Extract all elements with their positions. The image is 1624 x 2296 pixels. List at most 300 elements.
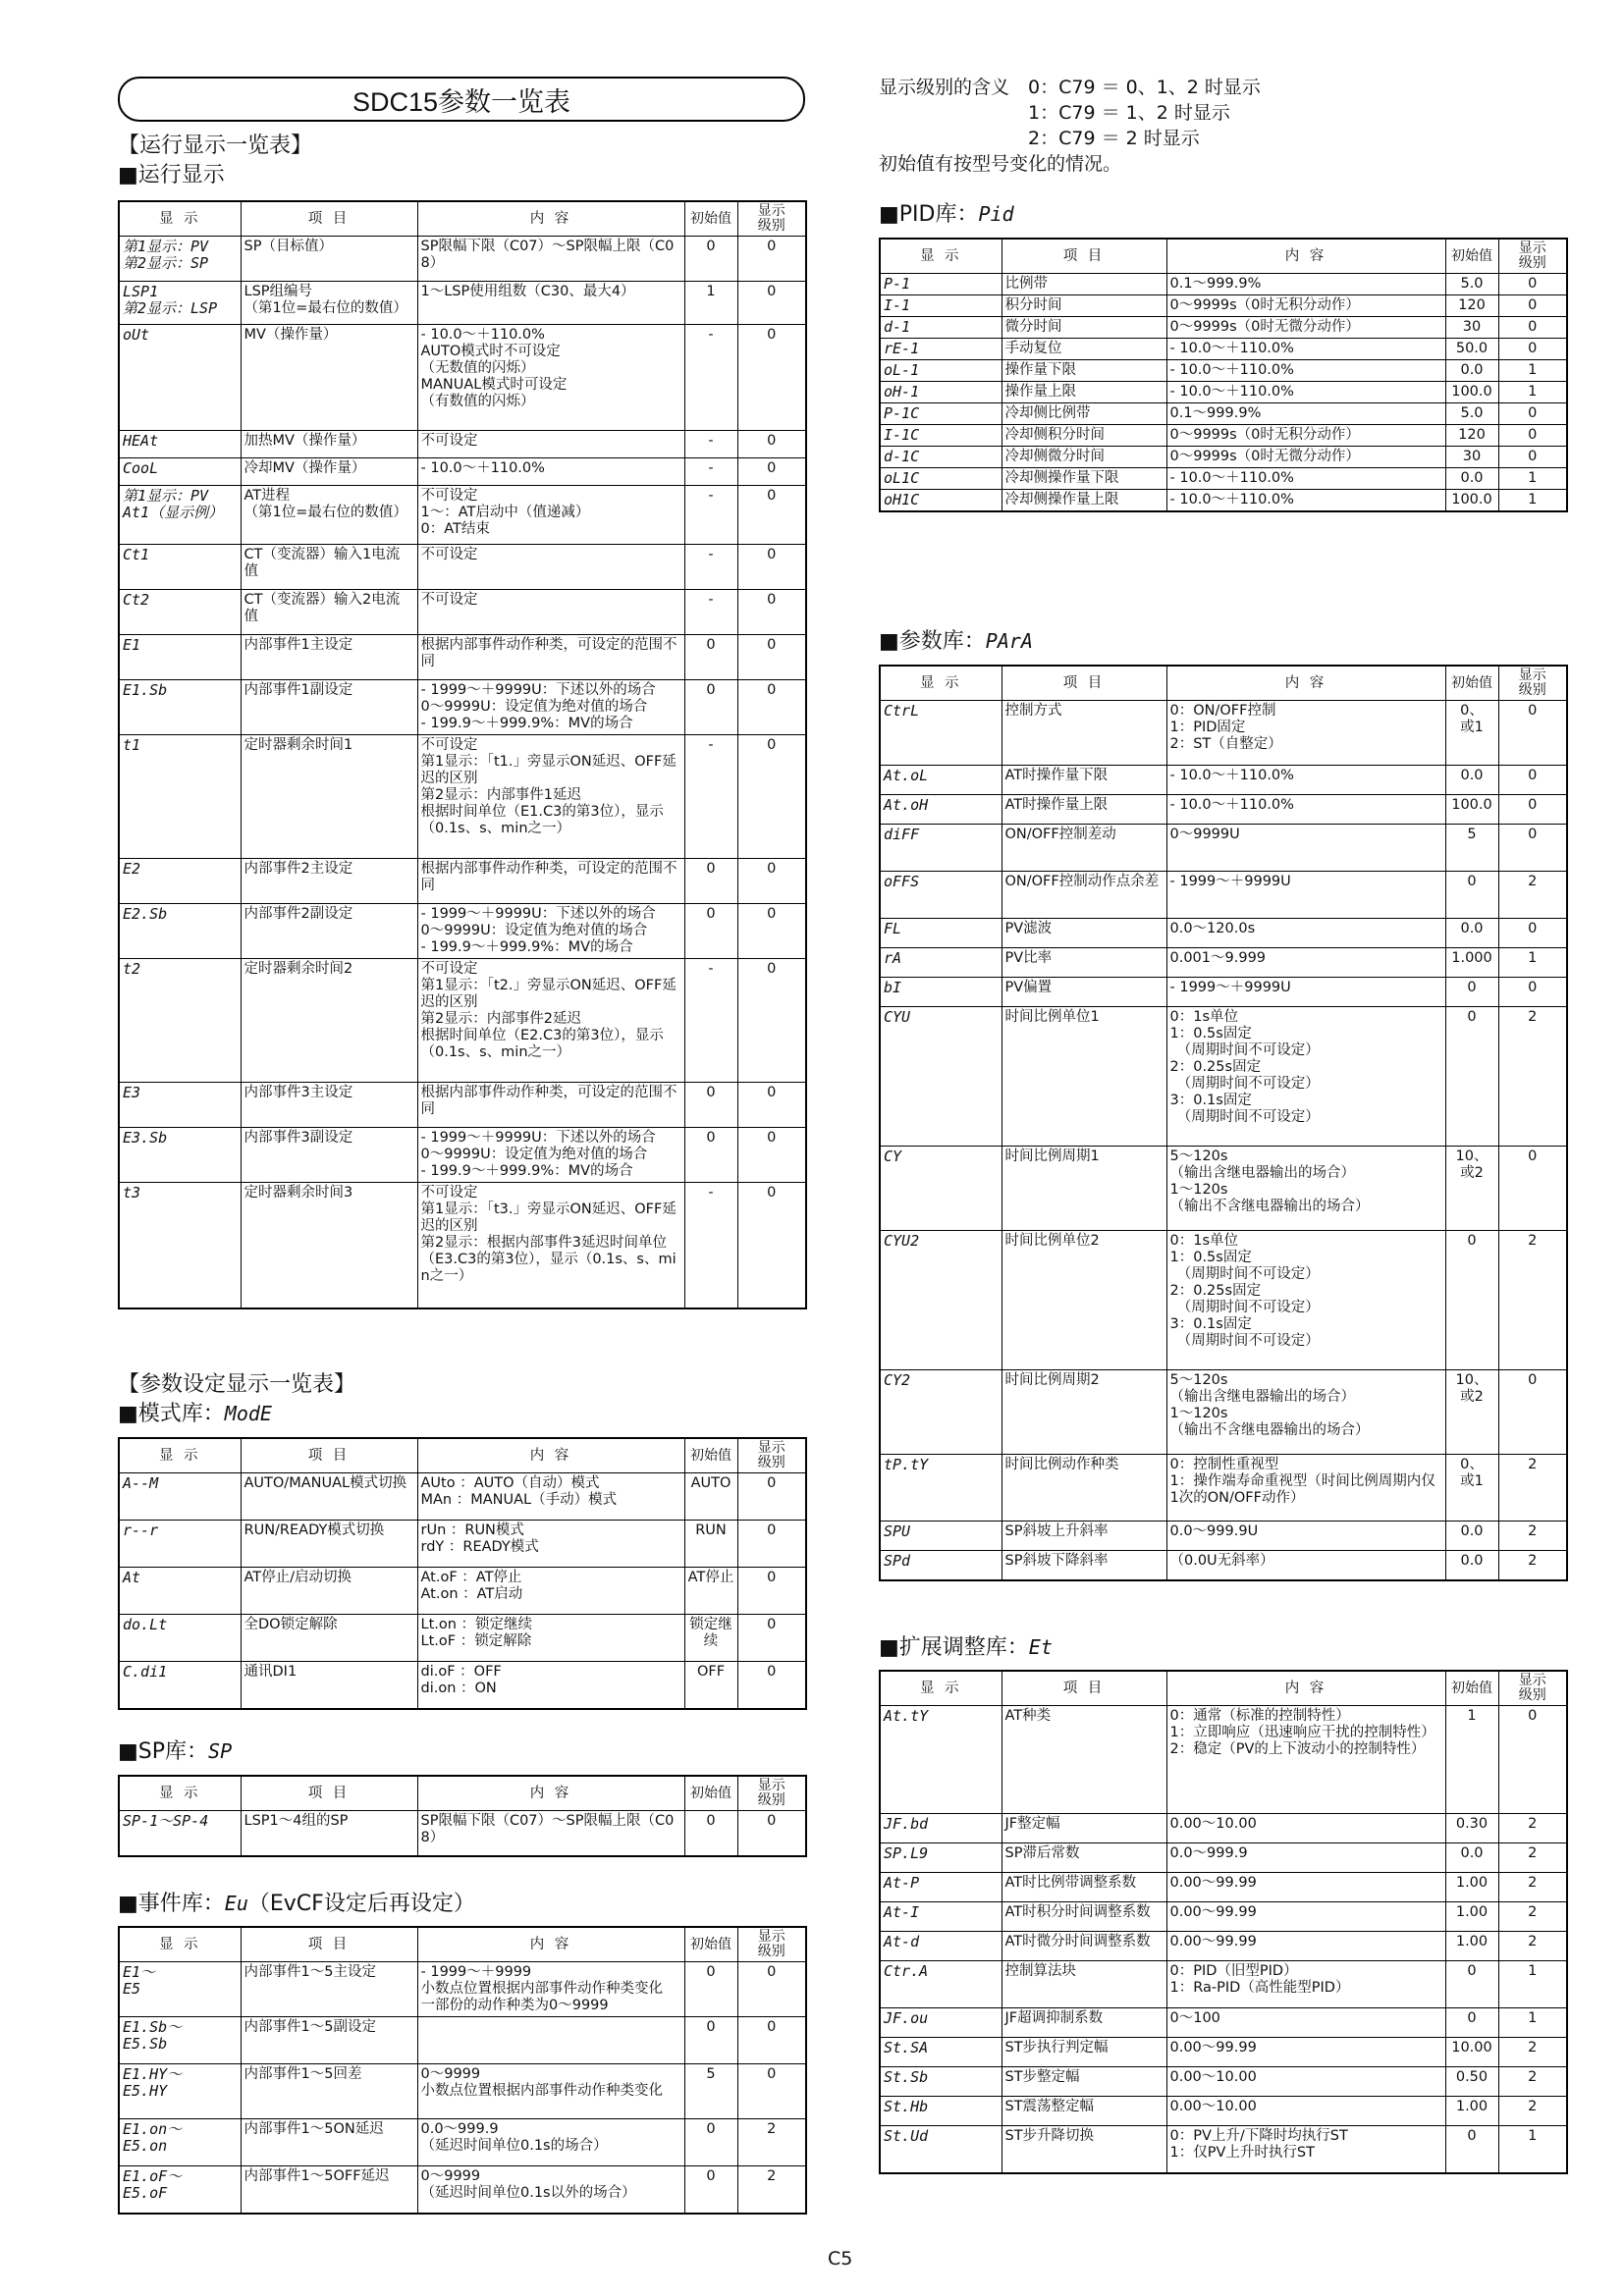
header-item: 项 目: [241, 1776, 417, 1811]
cell-content: 0.00～99.99: [1166, 1902, 1445, 1932]
cell-initial: 0: [1445, 1231, 1498, 1370]
cell-display: St.SA: [880, 2038, 1001, 2067]
table-row: [119, 458, 806, 486]
header-level: 显示 级别: [1498, 666, 1567, 701]
header-level: 显示 级别: [1498, 239, 1567, 274]
cell-display: FL: [880, 919, 1001, 948]
cell-item: AT停止/启动切换: [241, 1568, 417, 1615]
cell-initial: 0: [1445, 2008, 1498, 2038]
cell-display: t2: [119, 959, 241, 1083]
table-row: [119, 680, 806, 735]
cell-level: 2: [1498, 1843, 1567, 1873]
cell-display: Ctr.A: [880, 1961, 1001, 2008]
cell-item: ST震荡整定幅: [1001, 2097, 1166, 2126]
cell-level: 1: [1498, 360, 1567, 382]
cell-item: 时间比例单位2: [1001, 1231, 1166, 1370]
event-section-heading: [118, 1891, 475, 1917]
header-row: [880, 1671, 1567, 1706]
cell-content: - 1999～＋9999U：下述以外的场合 0～9999U：设定值为绝对值的场合 - 199.9～＋999.9%：MV的场合: [417, 904, 684, 959]
cell-initial: -: [684, 590, 737, 635]
table-row: [119, 859, 806, 904]
cell-level: 0: [737, 282, 806, 325]
mode-heading-code: ModE: [224, 1402, 272, 1425]
cell-content: - 10.0～＋110.0%: [1166, 490, 1445, 512]
cell-content: - 10.0～＋110.0%: [1166, 382, 1445, 403]
cell-initial: 1: [1445, 1706, 1498, 1814]
header-level: 显示 级别: [737, 1776, 806, 1811]
table-row: [880, 919, 1567, 948]
cell-display: 第1显示：PV 第2显示：SP: [119, 237, 241, 282]
cell-item: 冷却侧积分时间: [1001, 425, 1166, 447]
ext-heading-label: ■扩展调整库：: [879, 1635, 1029, 1660]
cell-level: 0: [737, 545, 806, 590]
header-row: [880, 666, 1567, 701]
table-row: [119, 486, 806, 545]
table-row: [119, 237, 806, 282]
mode-section-heading: [118, 1401, 272, 1427]
cell-item: MV（操作量）: [241, 325, 417, 431]
cell-item: JF整定幅: [1001, 1814, 1166, 1843]
cell-content: 不可设定 第1显示：「t3.」旁显示ON延迟、OFF延迟的区别 第2显示：根据内部事件3延迟时间单位（E3.C3的第3位），显示（0.1s、s、min之一）: [417, 1183, 684, 1308]
cell-display: SPU: [880, 1522, 1001, 1551]
header-item: 项 目: [1001, 666, 1166, 701]
pid-heading-code: Pid: [978, 202, 1014, 226]
cell-content: rUn ：RUN模式 rdY ：READY模式: [417, 1521, 684, 1568]
cell-item: 内部事件3主设定: [241, 1083, 417, 1128]
cell-display: C.di1: [119, 1662, 241, 1709]
cell-level: 1: [1498, 1961, 1567, 2008]
table-row: [880, 2126, 1567, 2173]
cell-level: 2: [1498, 1932, 1567, 1961]
cell-content: 0～9999 小数点位置根据内部事件动作种类变化: [417, 2064, 684, 2119]
table-row: [880, 978, 1567, 1007]
cell-display: oL-1: [880, 360, 1001, 382]
sp-heading-label: ■SP库：: [118, 1739, 209, 1764]
cell-content: - 1999～＋9999 小数点位置根据内部事件动作种类变化 一部份的动作种类为0～9999: [417, 1962, 684, 2017]
cell-level: 2: [1498, 2097, 1567, 2126]
cell-content: 不可设定: [417, 590, 684, 635]
table-row: [880, 2097, 1567, 2126]
cell-initial: 1.00: [1445, 2097, 1498, 2126]
cell-display: oFFS: [880, 872, 1001, 919]
cell-item: SP滞后常数: [1001, 1843, 1166, 1873]
run-list-heading: 【运行显示一览表】: [118, 133, 313, 158]
cell-content: 0.0～999.9U: [1166, 1522, 1445, 1551]
cell-display: diFF: [880, 825, 1001, 872]
cell-display: P-1: [880, 274, 1001, 295]
cell-content: 不可设定 第1显示：「t2.」旁显示ON延迟、OFF延迟的区别 第2显示：内部事件2延迟 根据时间单位（E2.C3的第3位），显示（0.1s、s、min之一）: [417, 959, 684, 1083]
para-table: [879, 665, 1568, 1581]
cell-content: 不可设定: [417, 431, 684, 458]
header-display: 显 示: [119, 1927, 241, 1962]
cell-initial: 0: [684, 859, 737, 904]
table-row: [880, 2067, 1567, 2097]
cell-level: 0: [1498, 274, 1567, 295]
cell-initial: 100.0: [1445, 382, 1498, 403]
cell-initial: 1.00: [1445, 1902, 1498, 1932]
cell-initial: AUTO: [684, 1473, 737, 1521]
cell-display: I-1C: [880, 425, 1001, 447]
cell-level: 1: [1498, 2126, 1567, 2173]
cell-initial: 0: [684, 904, 737, 959]
cell-display: SPd: [880, 1551, 1001, 1580]
cell-initial: 10、 或2: [1445, 1370, 1498, 1455]
cell-initial: -: [684, 545, 737, 590]
cell-initial: 0.30: [1445, 1814, 1498, 1843]
cell-initial: 0.0: [1445, 1843, 1498, 1873]
cell-content: 0.1～999.9%: [1166, 403, 1445, 425]
table-row: [880, 1522, 1567, 1551]
cell-level: 2: [1498, 1231, 1567, 1370]
cell-content: 0～9999U: [1166, 825, 1445, 872]
cell-content: 0：控制性重视型 1：操作端寿命重视型（时间比例周期内仅1次的ON/OFF动作）: [1166, 1455, 1445, 1522]
cell-initial: 1.00: [1445, 1873, 1498, 1902]
cell-display: At.oH: [880, 795, 1001, 825]
cell-content: - 10.0～＋110.0% AUTO模式时不可设定 （无数值的闪烁） MANUAL模式时可设定 （有数值的闪烁）: [417, 325, 684, 431]
cell-display: At.oL: [880, 766, 1001, 795]
cell-item: ON/OFF控制动作点余差: [1001, 872, 1166, 919]
cell-level: 0: [1498, 919, 1567, 948]
ext-table: [879, 1670, 1568, 2174]
cell-content: 0：1s单位 1：0.5s固定 （周期时间不可设定） 2：0.25s固定 （周期时间不可设定） 3：0.1s固定 （周期时间不可设定）: [1166, 1007, 1445, 1147]
cell-content: 5～120s （输出含继电器输出的场合） 1～120s （输出不含继电器输出的场合）: [1166, 1370, 1445, 1455]
cell-item: ST步整定幅: [1001, 2067, 1166, 2097]
cell-level: 0: [737, 959, 806, 1083]
cell-display: Ct1: [119, 545, 241, 590]
cell-display: t3: [119, 1183, 241, 1308]
cell-display: tP.tY: [880, 1455, 1001, 1522]
header-content: 内 容: [1166, 239, 1445, 274]
cell-display: At-d: [880, 1932, 1001, 1961]
cell-display: d-1C: [880, 447, 1001, 468]
cell-content: 根据内部事件动作种类，可设定的范围不同: [417, 635, 684, 680]
header-initial: 初始值: [684, 1438, 737, 1473]
cell-display: rA: [880, 948, 1001, 978]
cell-level: 0: [737, 590, 806, 635]
cell-initial: 30: [1445, 447, 1498, 468]
table-row: [880, 1932, 1567, 1961]
header-level: 显示 级别: [1498, 1671, 1567, 1706]
cell-level: 2: [1498, 1814, 1567, 1843]
table-row: [119, 1083, 806, 1128]
cell-item: 控制算法块: [1001, 1961, 1166, 2008]
cell-initial: 50.0: [1445, 339, 1498, 360]
sp-section-heading: [118, 1738, 232, 1765]
table-row: [119, 1521, 806, 1568]
header-display: 显 示: [119, 1776, 241, 1811]
cell-initial: 0: [684, 2119, 737, 2166]
cell-content: SP限幅下限（C07）～SP限幅上限（C08）: [417, 237, 684, 282]
cell-item: PV偏置: [1001, 978, 1166, 1007]
cell-item: ST步升降切换: [1001, 2126, 1166, 2173]
cell-level: 2: [1498, 1007, 1567, 1147]
cell-content: 0～9999s（0时无微分动作）: [1166, 317, 1445, 339]
header-initial: 初始值: [684, 1776, 737, 1811]
table-row: [880, 403, 1567, 425]
cell-initial: 0: [684, 1811, 737, 1856]
cell-display: Ct2: [119, 590, 241, 635]
cell-initial: OFF: [684, 1662, 737, 1709]
cell-content: 0：1s单位 1：0.5s固定 （周期时间不可设定） 2：0.25s固定 （周期时间不可设定） 3：0.1s固定 （周期时间不可设定）: [1166, 1231, 1445, 1370]
table-row: [880, 1902, 1567, 1932]
cell-item: AT时操作量上限: [1001, 795, 1166, 825]
cell-display: E1.Sb～ E5.Sb: [119, 2017, 241, 2064]
cell-level: 0: [737, 1083, 806, 1128]
table-row: [119, 1662, 806, 1709]
cell-content: SP限幅下限（C07）～SP限幅上限（C08）: [417, 1811, 684, 1856]
cell-level: 1: [1498, 490, 1567, 512]
header-initial: 初始值: [684, 1927, 737, 1962]
ext-section-heading: [879, 1634, 1053, 1661]
page-title: SDC15参数一览表: [118, 77, 805, 122]
cell-initial: 0.0: [1445, 468, 1498, 490]
cell-display: At.tY: [880, 1706, 1001, 1814]
cell-content: 0～9999s（0时无积分动作）: [1166, 295, 1445, 317]
cell-item: ST步执行判定幅: [1001, 2038, 1166, 2067]
cell-initial: 0: [684, 1128, 737, 1183]
cell-initial: 0: [684, 2166, 737, 2214]
cell-level: 0: [737, 2064, 806, 2119]
cell-initial: 5.0: [1445, 403, 1498, 425]
cell-item: AT种类: [1001, 1706, 1166, 1814]
cell-display: oH-1: [880, 382, 1001, 403]
cell-level: 0: [737, 458, 806, 486]
table-row: [880, 766, 1567, 795]
cell-initial: 0: [684, 2017, 737, 2064]
cell-display: r--r: [119, 1521, 241, 1568]
cell-initial: 0: [1445, 1961, 1498, 2008]
cell-display: CooL: [119, 458, 241, 486]
table-row: [119, 2017, 806, 2064]
cell-initial: 0: [684, 237, 737, 282]
cell-item: 内部事件3副设定: [241, 1128, 417, 1183]
event-heading-code: Eu: [224, 1892, 248, 1915]
cell-item: 操作量下限: [1001, 360, 1166, 382]
table-row: [119, 325, 806, 431]
cell-content: 0.001～9.999: [1166, 948, 1445, 978]
cell-item: JF超调抑制系数: [1001, 2008, 1166, 2038]
cell-display: JF.bd: [880, 1814, 1001, 1843]
header-item: 项 目: [241, 201, 417, 237]
event-heading-label: ■事件库：: [118, 1892, 225, 1916]
table-row: [880, 2038, 1567, 2067]
header-content: 内 容: [417, 201, 684, 237]
table-row: [119, 282, 806, 325]
header-content: 内 容: [417, 1438, 684, 1473]
cell-level: 0: [737, 237, 806, 282]
cell-display: P-1C: [880, 403, 1001, 425]
cell-level: 0: [1498, 1370, 1567, 1455]
cell-content: 5～120s （输出含继电器输出的场合） 1～120s （输出不含继电器输出的场合）: [1166, 1147, 1445, 1231]
cell-level: 0: [1498, 447, 1567, 468]
cell-display: d-1: [880, 317, 1001, 339]
cell-item: 加热MV（操作量）: [241, 431, 417, 458]
cell-level: 0: [1498, 825, 1567, 872]
cell-item: SP斜坡上升斜率: [1001, 1522, 1166, 1551]
cell-item: 内部事件1～5ON延迟: [241, 2119, 417, 2166]
mode-table: [118, 1437, 807, 1710]
cell-level: 0: [1498, 317, 1567, 339]
table-row: [880, 490, 1567, 512]
cell-content: - 10.0～＋110.0%: [1166, 339, 1445, 360]
table-row: [119, 1183, 806, 1308]
cell-content: 0.0～999.9: [1166, 1843, 1445, 1873]
cell-initial: RUN: [684, 1521, 737, 1568]
cell-level: 0: [737, 1615, 806, 1662]
cell-display: E3.Sb: [119, 1128, 241, 1183]
table-row: [119, 1811, 806, 1856]
cell-initial: -: [684, 1183, 737, 1308]
cell-initial: -: [684, 959, 737, 1083]
cell-display: t1: [119, 735, 241, 859]
cell-level: 0: [1498, 701, 1567, 766]
table-row: [880, 1370, 1567, 1455]
table-row: [880, 1231, 1567, 1370]
cell-display: E1～ E5: [119, 1962, 241, 2017]
cell-item: 定时器剩余时间2: [241, 959, 417, 1083]
table-row: [119, 2064, 806, 2119]
cell-content: - 10.0～＋110.0%: [1166, 795, 1445, 825]
cell-content: 根据内部事件动作种类，可设定的范围不同: [417, 859, 684, 904]
header-display: 显 示: [880, 666, 1001, 701]
cell-content: 1～LSP使用组数（C30、最大4）: [417, 282, 684, 325]
cell-content: 0.00～10.00: [1166, 2067, 1445, 2097]
cell-initial: 1: [684, 282, 737, 325]
para-section-heading: [879, 628, 1033, 655]
cell-content: - 1999～＋9999U：下述以外的场合 0～9999U：设定值为绝对值的场合 - 199.9～＋999.9%：MV的场合: [417, 680, 684, 735]
cell-content: - 10.0～＋110.0%: [1166, 766, 1445, 795]
cell-initial: 0: [1445, 2126, 1498, 2173]
cell-initial: 0、 或1: [1445, 1455, 1498, 1522]
header-row: [119, 1776, 806, 1811]
run-section-heading: ■运行显示: [118, 163, 225, 187]
table-row: [119, 1615, 806, 1662]
cell-display: E3: [119, 1083, 241, 1128]
cell-item: SP（目标值）: [241, 237, 417, 282]
header-display: 显 示: [880, 239, 1001, 274]
cell-initial: 120: [1445, 295, 1498, 317]
cell-item: AUTO/MANUAL模式切换: [241, 1473, 417, 1521]
cell-level: 0: [737, 1183, 806, 1308]
cell-initial: 0: [684, 680, 737, 735]
cell-level: 1: [1498, 382, 1567, 403]
cell-level: 2: [1498, 1902, 1567, 1932]
header-content: 内 容: [1166, 666, 1445, 701]
header-content: 内 容: [417, 1927, 684, 1962]
cell-content: 0～9999s（0时无积分动作）: [1166, 425, 1445, 447]
cell-display: E2.Sb: [119, 904, 241, 959]
cell-initial: 100.0: [1445, 490, 1498, 512]
table-row: [880, 447, 1567, 468]
table-row: [119, 635, 806, 680]
cell-content: - 10.0～＋110.0%: [417, 458, 684, 486]
header-initial: 初始值: [684, 201, 737, 237]
table-row: [880, 1843, 1567, 1873]
cell-level: 0: [1498, 978, 1567, 1007]
header-initial: 初始值: [1445, 1671, 1498, 1706]
para-heading-label: ■参数库：: [879, 629, 986, 654]
cell-item: LSP1～4组的SP: [241, 1811, 417, 1856]
mode-heading-label: ■模式库：: [118, 1402, 225, 1426]
table-row: [880, 872, 1567, 919]
pid-table: [879, 238, 1568, 512]
table-row: [119, 2119, 806, 2166]
cell-initial: 锁定继续: [684, 1615, 737, 1662]
cell-item: 内部事件1～5副设定: [241, 2017, 417, 2064]
cell-item: 冷却侧操作量上限: [1001, 490, 1166, 512]
cell-content: - 10.0～＋110.0%: [1166, 468, 1445, 490]
header-initial: 初始值: [1445, 239, 1498, 274]
sp-heading-code: SP: [208, 1739, 233, 1763]
cell-content: 0：ON/OFF控制 1：PID固定 2：ST（自整定）: [1166, 701, 1445, 766]
cell-level: 2: [1498, 2038, 1567, 2067]
cell-level: 2: [737, 2119, 806, 2166]
event-heading-tail: （EvCF设定后再设定）: [247, 1892, 475, 1916]
cell-item: AT时积分时间调整系数: [1001, 1902, 1166, 1932]
cell-level: 0: [1498, 1147, 1567, 1231]
table-row: [119, 545, 806, 590]
table-row: [880, 1007, 1567, 1147]
cell-item: 内部事件1副设定: [241, 680, 417, 735]
table-row: [880, 1551, 1567, 1580]
pid-section-heading: [879, 201, 1014, 228]
cell-level: 0: [737, 1811, 806, 1856]
table-row: [880, 795, 1567, 825]
cell-initial: AT停止: [684, 1568, 737, 1615]
cell-level: 2: [1498, 872, 1567, 919]
cell-level: 0: [737, 2017, 806, 2064]
cell-level: 0: [737, 325, 806, 431]
cell-item: 冷却MV（操作量）: [241, 458, 417, 486]
header-content: 内 容: [417, 1776, 684, 1811]
table-row: [119, 2166, 806, 2214]
cell-display: St.Hb: [880, 2097, 1001, 2126]
cell-content: 0.00～99.99: [1166, 1932, 1445, 1961]
cell-initial: 1.000: [1445, 948, 1498, 978]
cell-content: 0：PID（旧型PID） 1：Ra-PID（高性能型PID）: [1166, 1961, 1445, 2008]
cell-initial: 0: [684, 1083, 737, 1128]
cell-initial: 5: [1445, 825, 1498, 872]
cell-display: oUt: [119, 325, 241, 431]
cell-content: - 1999～＋9999U：下述以外的场合 0～9999U：设定值为绝对值的场合 - 199.9～＋999.9%：MV的场合: [417, 1128, 684, 1183]
cell-level: 0: [737, 1662, 806, 1709]
cell-initial: 0.50: [1445, 2067, 1498, 2097]
cell-initial: 0.0: [1445, 919, 1498, 948]
cell-item: 手动复位: [1001, 339, 1166, 360]
cell-level: 1: [1498, 948, 1567, 978]
cell-item: PV比率: [1001, 948, 1166, 978]
cell-initial: 0: [1445, 1007, 1498, 1147]
table-row: [119, 1962, 806, 2017]
table-row: [119, 1128, 806, 1183]
cell-level: 0: [737, 431, 806, 458]
cell-initial: 30: [1445, 317, 1498, 339]
cell-level: 0: [737, 735, 806, 859]
cell-display: CtrL: [880, 701, 1001, 766]
cell-content: 不可设定: [417, 545, 684, 590]
cell-display: oH1C: [880, 490, 1001, 512]
cell-level: 0: [737, 635, 806, 680]
pid-heading-label: ■PID库：: [879, 202, 979, 227]
header-row: [119, 1927, 806, 1962]
cell-item: 冷却侧比例带: [1001, 403, 1166, 425]
header-item: 项 目: [241, 1927, 417, 1962]
param-list-heading: 【参数设定显示一览表】: [118, 1372, 356, 1397]
cell-item: 时间比例周期1: [1001, 1147, 1166, 1231]
cell-item: 微分时间: [1001, 317, 1166, 339]
table-row: [880, 825, 1567, 872]
cell-content: 0.00～99.99: [1166, 2038, 1445, 2067]
